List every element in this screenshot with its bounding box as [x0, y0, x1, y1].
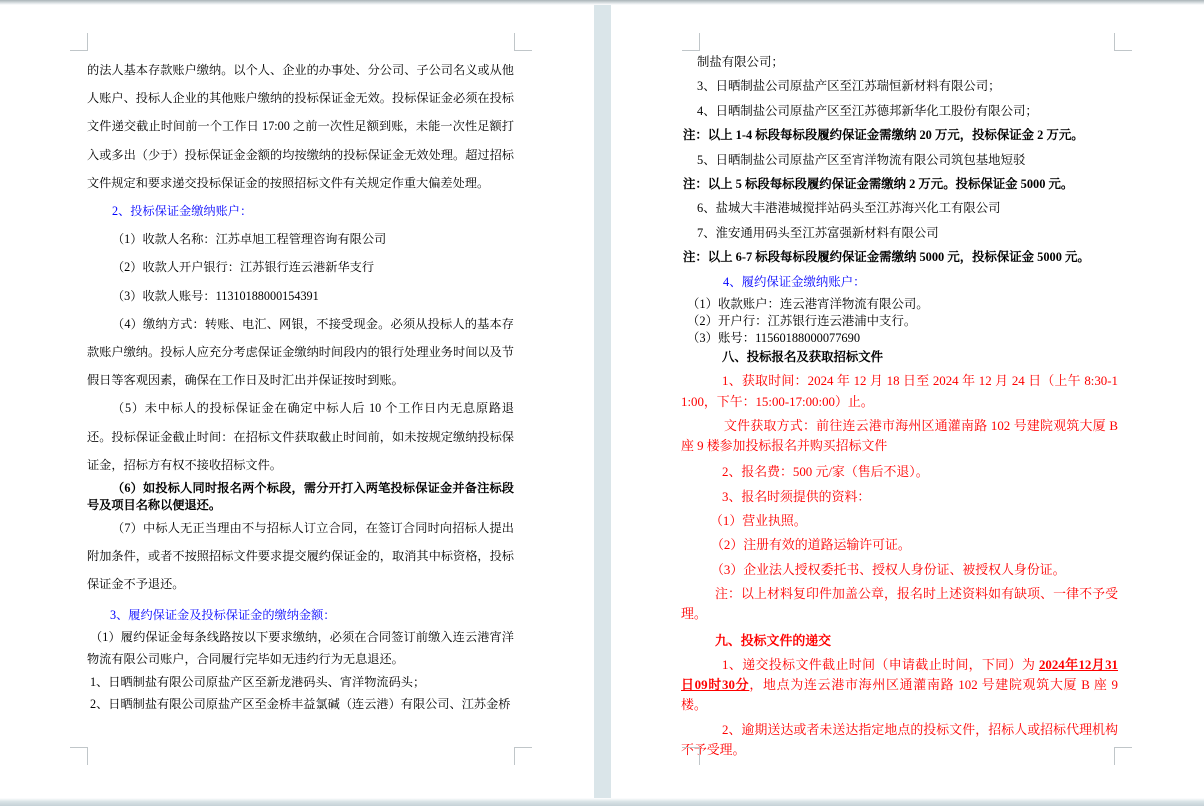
text-run: 4、日晒制盐公司原盐产区至江苏德邦新华化工股份有限公司； [697, 103, 1038, 118]
text-run: 2、逾期送达或者未送达指定地点的投标文件，招标人或招标代理机构不予受理。 [681, 722, 1118, 758]
text-run: 3、日晒制盐公司原盐产区至江苏瑞恒新材料有限公司； [697, 79, 1001, 94]
crop-mark [514, 747, 532, 765]
route-item-5 [681, 150, 1118, 170]
paragraph [87, 394, 514, 479]
text-run: （1）收款人名称：江苏卓旭工程管理咨询有限公司 [112, 232, 387, 247]
text-run: 注：以上材料复印件加盖公章，报名时上述资料如有缺项、一律不予受理。 [681, 587, 1118, 622]
paragraph [681, 487, 1118, 507]
text-run: 7、淮安通用码头至江苏富强新材料有限公司 [697, 225, 939, 240]
text-run: 1、递交投标文件截止时间（申请截止时间，下同）为 [722, 658, 1039, 673]
crop-mark [70, 33, 88, 51]
document-page-left [0, 4, 594, 799]
text-run: 3、报名时须提供的资料： [722, 489, 871, 504]
text-run: 八、投标报名及获取招标文件 [722, 349, 884, 364]
text-run: 2、日晒制盐有限公司原盐产区至金桥丰益氯碱（连云港）有限公司、江苏金桥 [90, 697, 511, 712]
paragraph [681, 313, 1118, 330]
crop-mark [682, 747, 700, 765]
note-sections-6-7 [681, 247, 1118, 267]
crop-mark [70, 747, 88, 765]
crop-mark [682, 33, 700, 51]
crop-mark [1114, 747, 1132, 765]
paragraph [87, 310, 514, 395]
text-run: 1、获取时间：2024 年 12 月 18 日至 2024 年 12 月 24 日（上午 8:30-11:00，下午：15:00-17:00:00）止。 [681, 374, 1118, 409]
page-right-text-column [681, 52, 1118, 764]
page-left-text-column [87, 56, 514, 716]
text-run: ，地点为连云港市海州区通灌南路 102 号建院观筑大厦 B 座 9 楼。 [681, 678, 1118, 713]
paragraph [87, 626, 514, 671]
paragraph [87, 253, 514, 281]
heading-bid-submission [681, 631, 1118, 651]
route-item-2-continued [681, 52, 1118, 72]
text-run: （5）未中标人的投标保证金在确定中标人后 10 个工作日内无息原路退还。投标保证金截止时间：在招标文件获取截止时间前，如未按规定缴纳投标保证金，招标方有权不接收招标文件。 [87, 401, 514, 472]
text-run: （1）营业执照。 [710, 514, 807, 529]
text-run: 2、报名费：500 元/家（售后不退）。 [722, 465, 929, 480]
crop-mark [1114, 33, 1132, 51]
text-run: 2、投标保证金缴纳账户： [112, 204, 253, 219]
route-item-1 [87, 671, 514, 693]
text-run: 5、日晒制盐公司原盐产区至宵洋物流有限公司筑包基地短驳 [697, 152, 1026, 167]
paragraph [87, 514, 514, 599]
paragraph [681, 371, 1118, 411]
text-run: 制盐有限公司； [697, 55, 784, 69]
heading-performance-security-account [681, 272, 1118, 292]
text-run: （7）中标人无正当理由不与招标人订立合同，在签订合同时向招标人提出附加条件，或者不按照招标文件要求提交履约保证金的，取消其中标资格，投标保证金不予退还。 [87, 521, 514, 592]
paragraph [681, 416, 1118, 456]
text-run: 注：以上 6-7 标段每标段履约保证金需缴纳 5000 元，投标保证金 5000 元。 [683, 250, 1090, 265]
text-run: （4）缴纳方式：转账、电汇、网银，不接受现金。必须从投标人的基本存款账户缴纳。投标人应充分考虑保证金缴纳时间段内的银行处理业务时间以及节假日等客观因素，确保在工作日及时汇出并保证按时到账。 [87, 316, 514, 388]
paragraph [681, 560, 1118, 580]
window-edge-top [0, 0, 1204, 5]
heading-registration [681, 347, 1118, 367]
window-edge-bottom [0, 798, 1204, 806]
heading-security-amounts [87, 604, 514, 626]
route-item-6 [681, 198, 1118, 218]
text-run: 九、投标文件的递交 [715, 633, 832, 648]
crop-mark [514, 33, 532, 51]
text-run: （2）注册有效的道路运输许可证。 [711, 538, 911, 553]
paragraph [87, 282, 514, 310]
text-run: （3）收款人账号：11310188000154391 [112, 288, 319, 303]
text-run: 注：以上 1-4 标段每标段履约保证金需缴纳 20 万元，投标保证金 2 万元。 [683, 128, 1084, 143]
text-run: 4、履约保证金缴纳账户： [723, 274, 866, 289]
note-two-sections [87, 480, 514, 513]
paragraph [681, 655, 1118, 716]
paragraph [681, 535, 1118, 555]
page-gap [594, 0, 611, 806]
text-run: 注：以上 5 标段每标段履约保证金需缴纳 2 万元。投标保证金 5000 元。 [683, 176, 1074, 191]
text-run: （6）如投标人同时报名两个标段，需分开打入两笔投标保证金并备注标段号及项目名称以便退还。 [87, 481, 514, 512]
text-run: 1、日晒制盐有限公司原盐产区至新龙港码头、宵洋物流码头； [90, 674, 426, 689]
text-run: （3）账号：11560188000077690 [687, 330, 861, 345]
text-run: （1）履约保证金每条线路按以下要求缴纳，必须在合同签订前缴入连云港宵洋物流有限公司账户，合同履行完毕如无违约行为无息退还。 [87, 630, 514, 667]
text-run: （3）企业法人授权委托书、授权人身份证、被授权人身份证。 [711, 562, 1066, 577]
document-page-right [611, 4, 1204, 799]
paragraph [87, 56, 514, 197]
note-sections-1-4 [681, 125, 1118, 145]
route-item-4 [681, 101, 1118, 121]
text-run: 3、履约保证金及投标保证金的缴纳金额： [110, 607, 336, 622]
route-item-2 [87, 693, 514, 715]
heading-bid-security-account [87, 197, 514, 225]
paragraph [681, 330, 1118, 347]
text-run: 的法人基本存款账户缴纳。以个人、企业的办事处、分公司、子公司名义或从他人账户、投标人企业的其他账户缴纳的投标保证金无效。投标保证金必须在投标文件递交截止时间前一个工作日 17:00 之前一次性足额到账，未能一次性足额打入或多出（少于）投标保证金金额的均按缴纳的投标保证金无效处理。超过招标文件规定和要求递交投标保证金的按照招标文件有关规定作重大偏差处理。 [87, 63, 514, 190]
route-item-7 [681, 223, 1118, 243]
note-section-5 [681, 174, 1118, 194]
paragraph [681, 296, 1118, 313]
paragraph [681, 511, 1118, 531]
paragraph [681, 462, 1118, 482]
text-run: 2024年12月31日09时30分 [681, 658, 1119, 693]
paragraph [681, 584, 1118, 624]
text-run: （2）收款人开户银行：江苏银行连云港新华支行 [112, 260, 375, 275]
text-run: 6、盐城大丰港港城搅拌站码头至江苏海兴化工有限公司 [697, 201, 1001, 216]
text-run: （2）开户行：江苏银行连云港浦中支行。 [687, 313, 917, 328]
paragraph [87, 225, 514, 253]
text-run: （1）收款账户：连云港宵洋物流有限公司。 [687, 296, 929, 311]
text-run: 文件获取方式：前往连云港市海州区通灌南路 102 号建院观筑大厦 B 座 9 楼参加投标报名并购买招标文件 [681, 418, 1118, 454]
paragraph [681, 720, 1118, 760]
route-item-3 [681, 76, 1118, 96]
